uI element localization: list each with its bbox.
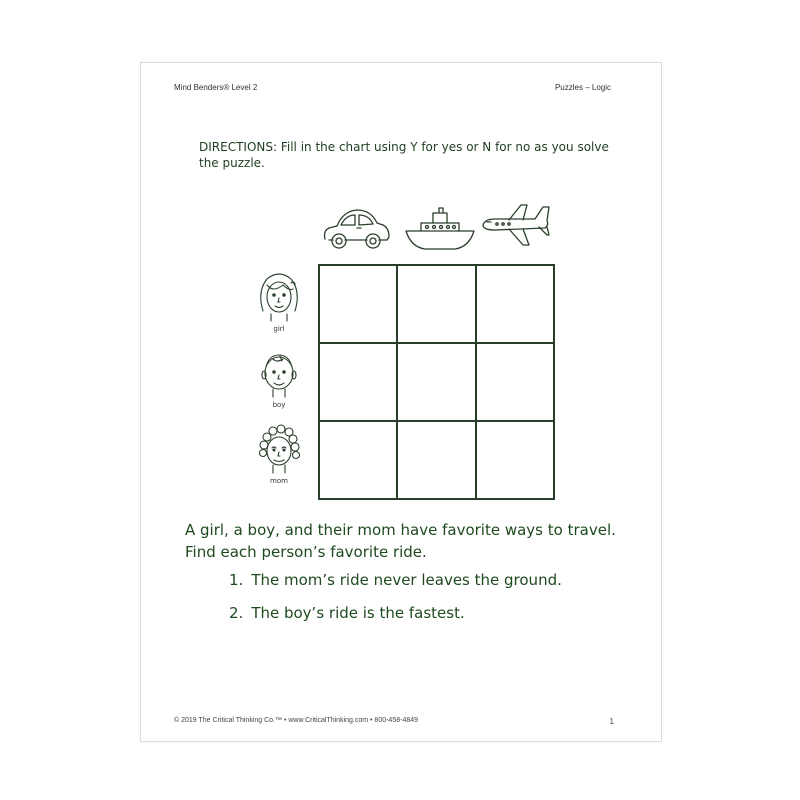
clue-2 (229, 604, 465, 622)
boat-icon (403, 203, 477, 257)
grid-cell-boy-car[interactable] (319, 343, 397, 421)
grid-cell-mom-boat[interactable] (397, 421, 475, 499)
header-section: Puzzles – Logic (554, 83, 611, 92)
airplane-icon (479, 203, 553, 257)
boy-face-icon (253, 347, 305, 399)
row-boy (251, 347, 307, 409)
mom-face-icon (253, 423, 305, 475)
grid-cell-girl-airplane[interactable] (476, 265, 554, 343)
clue-number: 2. (229, 604, 244, 622)
logic-grid (318, 264, 555, 500)
girl-face-icon (253, 271, 305, 323)
page-number: 1 (609, 717, 614, 726)
grid-cell-boy-boat[interactable] (397, 343, 475, 421)
clue-text: The boy’s ride is the fastest. (251, 604, 465, 622)
car-icon (321, 203, 393, 257)
row-girl (251, 271, 307, 333)
clue-1 (229, 571, 562, 589)
grid-cell-girl-boat[interactable] (397, 265, 475, 343)
clue-number: 1. (229, 571, 244, 589)
grid-cell-mom-car[interactable] (319, 421, 397, 499)
grid-cell-boy-airplane[interactable] (476, 343, 554, 421)
row-mom (251, 423, 307, 485)
footer-copyright: © 2019 The Critical Thinking Co.™ • www.CriticalThinking.com • 800-458-4849 (174, 717, 419, 724)
story-text: A girl, a boy, and their mom have favorite ways to travel. Find each person’s favorite ride. (185, 521, 616, 561)
header-book-title: Mind Benders® Level 2 (174, 83, 258, 92)
worksheet-page (140, 62, 662, 742)
clue-text: The mom’s ride never leaves the ground. (251, 571, 562, 589)
row-label-boy: boy (272, 401, 286, 409)
row-label-mom: mom (270, 477, 288, 485)
grid-cell-mom-airplane[interactable] (476, 421, 554, 499)
row-label-girl: girl (273, 325, 285, 333)
grid-cell-girl-car[interactable] (319, 265, 397, 343)
directions-text: DIRECTIONS: Fill in the chart using Y for yes or N for no as you solve the puzzle. (199, 140, 609, 170)
